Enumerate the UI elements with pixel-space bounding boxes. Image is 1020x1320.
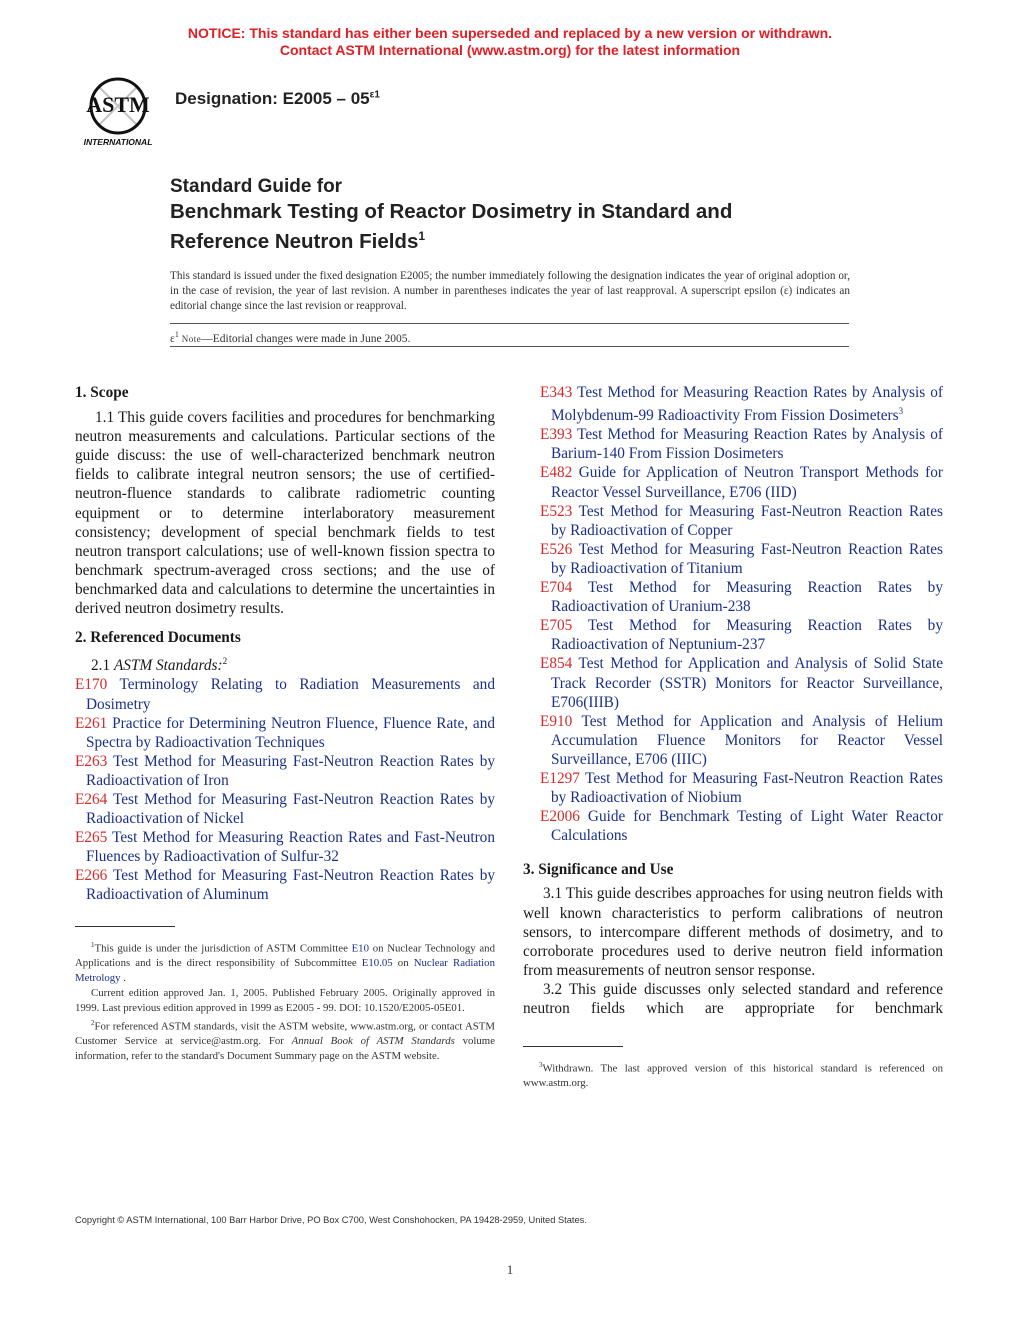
reference-item[interactable] bbox=[75, 714, 495, 752]
reference-item[interactable] bbox=[540, 654, 943, 711]
reference-title[interactable]: Test Method for Measuring Fast-Neutron Reaction Rates by Radioactivation of Niobium bbox=[551, 769, 943, 807]
footnotes-left bbox=[75, 938, 495, 1064]
reference-item[interactable] bbox=[540, 616, 943, 654]
reference-item[interactable] bbox=[75, 828, 495, 866]
reference-code[interactable]: E1297 bbox=[540, 769, 580, 787]
reference-item[interactable] bbox=[540, 712, 943, 769]
reference-item[interactable] bbox=[75, 866, 495, 904]
reference-item[interactable] bbox=[540, 769, 943, 807]
reference-item[interactable] bbox=[540, 578, 943, 616]
reference-code[interactable]: E526 bbox=[540, 540, 573, 558]
title-line-3-text: Reference Neutron Fields bbox=[170, 229, 419, 253]
reference-title[interactable]: Guide for Benchmark Testing of Light Water Reactor Calculations bbox=[551, 808, 943, 845]
notice-line-2: Contact ASTM International (www.astm.org) for the latest information bbox=[279, 42, 741, 58]
reference-item[interactable] bbox=[540, 540, 943, 578]
reference-code[interactable]: E854 bbox=[540, 655, 573, 673]
reference-title[interactable]: Test Method for Measuring Fast-Neutron Reaction Rates by Radioactivation of Iron bbox=[86, 752, 495, 789]
footnote-right bbox=[523, 1058, 943, 1091]
fn1-d: . bbox=[120, 972, 126, 985]
reference-item[interactable] bbox=[540, 463, 943, 501]
rule-top bbox=[170, 323, 849, 324]
fn1-b: on Nuclear Technology and Applications and is the direct responsibility of Subcommittee bbox=[75, 942, 495, 970]
significance-p1: 3.1 This guide describes approaches for using neutron fields with well known characteristics to perform calibrations of neutron sensors, to intercompare different methods of dosimetry, and to corroborate procedures used to derive neutron field information from measurements of neutron sensor response. bbox=[523, 885, 943, 979]
fn2-a: For referenced ASTM standards, visit the ASTM website, www.astm.org, or contact ASTM Customer Service at service@astm.org. For bbox=[75, 1020, 495, 1047]
reference-item[interactable] bbox=[75, 790, 495, 828]
title-line-3 bbox=[170, 224, 732, 254]
title-line-1: Standard Guide for bbox=[170, 176, 343, 197]
reference-title[interactable]: Test Method for Measuring Reaction Rates by Radioactivation of Uranium-238 bbox=[551, 579, 943, 616]
reference-code[interactable]: E343 bbox=[540, 384, 573, 401]
designation-sup: ε1 bbox=[369, 89, 380, 101]
footnote-3 bbox=[523, 1058, 943, 1091]
reference-title[interactable]: Test Method for Measuring Fast-Neutron Reaction Rates by Radioactivation of Titanium bbox=[551, 540, 943, 577]
reference-code[interactable]: E266 bbox=[75, 867, 108, 885]
reference-title[interactable]: Test Method for Measuring Fast-Neutron Reaction Rates by Radioactivation of Aluminum bbox=[86, 867, 495, 904]
rule-bottom bbox=[170, 346, 849, 347]
issued-statement: This standard is issued under the fixed designation E2005; the number immediately following the designation indicates the year of original adoption or, in the case of revision, the year of last revision. A number in parentheses indicates the year of last reapproval. A superscript epsilon (ε) indicates an editorial change since the last revision or reapproval. bbox=[170, 270, 850, 312]
footnote-2 bbox=[75, 1016, 495, 1064]
footnote-rule-left bbox=[75, 926, 175, 927]
title-line-2: Benchmark Testing of Reactor Dosimetry in Standard and bbox=[170, 200, 733, 223]
reference-code[interactable]: E393 bbox=[540, 426, 573, 444]
ednote-sup: 1 bbox=[174, 330, 179, 339]
sub-sup: 2 bbox=[222, 656, 228, 667]
editorial-note bbox=[170, 330, 410, 345]
page-number: 1 bbox=[506, 1262, 514, 1277]
reference-title[interactable]: Test Method for Measuring Reaction Rates by Radioactivation of Neptunium-237 bbox=[551, 617, 943, 654]
footnote-current-edition: Current edition approved Jan. 1, 2005. Published February 2005. Originally approved in 1999. Last previous edition approved in 1999 as E2005 - 99. DOI: 10.1520/E2005-05E01. bbox=[75, 986, 495, 1014]
left-column bbox=[75, 383, 495, 905]
reference-code[interactable]: E482 bbox=[540, 464, 573, 482]
reference-item[interactable] bbox=[540, 807, 943, 845]
left-reference-list bbox=[75, 675, 495, 904]
reference-code[interactable]: E705 bbox=[540, 617, 573, 635]
significance-p2: 3.2 This guide discusses only selected standard and reference neutron fields which are appropriate for benchmark bbox=[523, 980, 943, 1017]
reference-code[interactable]: E910 bbox=[540, 712, 573, 730]
fn1-link-e10[interactable]: E10 bbox=[351, 942, 369, 955]
reference-item[interactable] bbox=[540, 425, 943, 463]
scope-heading: 1. Scope bbox=[75, 384, 129, 401]
reference-title[interactable]: Test Method for Measuring Fast-Neutron Reaction Rates by Radioactivation of Copper bbox=[551, 502, 943, 539]
reference-sup: 3 bbox=[898, 406, 904, 417]
reference-item[interactable] bbox=[75, 752, 495, 790]
reference-item[interactable] bbox=[75, 675, 495, 713]
significance-heading: 3. Significance and Use bbox=[523, 861, 674, 879]
scope-paragraph: 1.1 This guide covers facilities and procedures for benchmarking neutron measurements and calculations. Particular sections of the guide discuss: the use of well-characterized benchmark neutron fields to calibrate integral neutron sensors; the use of certified-neutron-fluence standards to calibrate radiometric counting equipment or to determine interlaboratory measurement consistency; development of special benchmark fields to test neutron transport calculations; use of well-known fission spectra to benchmark spectrum-averaged cross sections; and the use of benchmarked data and calculations to determine the uncertainties in derived neutron dosimetry results. bbox=[75, 409, 495, 618]
footnote-1 bbox=[75, 938, 495, 986]
reference-title[interactable]: Terminology Relating to Radiation Measurements and Dosimetry bbox=[86, 676, 495, 713]
fn2-b: volume information, refer to the standard's Document Summary page on the ASTM website. bbox=[75, 1034, 495, 1062]
reference-code[interactable]: E264 bbox=[75, 790, 108, 808]
ednote-text: —Editorial changes were made in June 2005. bbox=[201, 332, 411, 345]
reference-title[interactable]: Test Method for Measuring Fast-Neutron Reaction Rates by Radioactivation of Nickel bbox=[86, 790, 495, 828]
reference-title[interactable]: Test Method for Measuring Reaction Rates and Fast-Neutron Fluences by Radioactivation of Sulfur-32 bbox=[86, 829, 495, 866]
reference-title[interactable]: Test Method for Application and Analysis of Helium Accumulation Fluence Monitors for Reactor Vessel Surveillance, E706 (IIIC) bbox=[551, 712, 943, 768]
fn3-sup: 3 bbox=[539, 1061, 543, 1069]
ednote-label: Note bbox=[181, 333, 202, 344]
reference-code[interactable]: E523 bbox=[540, 502, 573, 520]
reference-code[interactable]: E170 bbox=[75, 676, 108, 694]
fn1-c: on bbox=[392, 957, 414, 970]
fn2-sup: 2 bbox=[91, 1018, 95, 1027]
sub-label: ASTM Standards: bbox=[113, 657, 223, 675]
reference-code[interactable]: E704 bbox=[540, 579, 573, 597]
copyright: Copyright © ASTM International, 100 Barr Harbor Drive, PO Box C700, West Conshohocken, PA 19428-2959, United States. bbox=[75, 1215, 587, 1225]
fn1-sup: 1 bbox=[91, 941, 95, 949]
reference-title[interactable]: Practice for Determining Neutron Fluence, Fluence Rate, and Spectra by Radioactivation Techniques bbox=[86, 714, 496, 751]
logo-subtext: INTERNATIONAL bbox=[83, 137, 153, 147]
fn1-a: This guide is under the jurisdiction of ASTM Committee bbox=[94, 942, 352, 955]
designation-label: Designation: E2005 – 05 bbox=[175, 89, 370, 108]
reference-code[interactable]: E2006 bbox=[540, 808, 580, 826]
designation bbox=[175, 89, 380, 109]
ednote-eps: ε bbox=[170, 332, 175, 345]
reference-code[interactable]: E261 bbox=[75, 714, 108, 732]
title-block bbox=[170, 174, 732, 254]
reference-code[interactable]: E263 bbox=[75, 752, 108, 770]
astm-standards-label bbox=[75, 652, 495, 675]
fn3-text: Withdrawn. The last approved version of this historical standard is referenced on www.astm.org. bbox=[523, 1062, 943, 1090]
reference-title[interactable]: Test Method for Measuring Reaction Rates by Analysis of Barium-140 From Fission Dosimeters bbox=[551, 426, 943, 463]
logo-text: ASTM bbox=[86, 92, 150, 117]
reference-code[interactable]: E265 bbox=[75, 829, 108, 847]
referenced-heading: 2. Referenced Documents bbox=[75, 629, 241, 647]
right-reference-list bbox=[523, 383, 943, 845]
reference-item[interactable] bbox=[540, 383, 943, 425]
fn1-link-e1005[interactable]: E10.05 bbox=[361, 957, 393, 970]
title-sup: 1 bbox=[418, 229, 426, 243]
astm-logo bbox=[76, 76, 160, 148]
reference-item[interactable] bbox=[540, 502, 943, 540]
right-column bbox=[523, 383, 943, 1018]
footnote-rule-right bbox=[523, 1046, 623, 1047]
fn1-link-nrm[interactable]: Nuclear Radiation Metrology bbox=[75, 957, 495, 985]
reference-title[interactable]: Test Method for Application and Analysis of Solid State Track Recorder (SSTR) Monitors for Reactor Surveillance, E706(IIIB) bbox=[551, 655, 943, 711]
reference-title[interactable]: Test Method for Measuring Reaction Rates by Analysis of Molybdenum-99 Radioactivity From Fission Dosimeters bbox=[551, 384, 943, 425]
fn2-italic: Annual Book of ASTM Standards bbox=[291, 1034, 455, 1047]
reference-title[interactable]: Guide for Application of Neutron Transport Methods for Reactor Vessel Surveillance, E706 (IID) bbox=[551, 464, 943, 501]
notice-line-1: NOTICE: This standard has either been superseded and replaced by a new version or withdrawn. bbox=[187, 25, 833, 41]
sub-num: 2.1 bbox=[91, 657, 111, 675]
